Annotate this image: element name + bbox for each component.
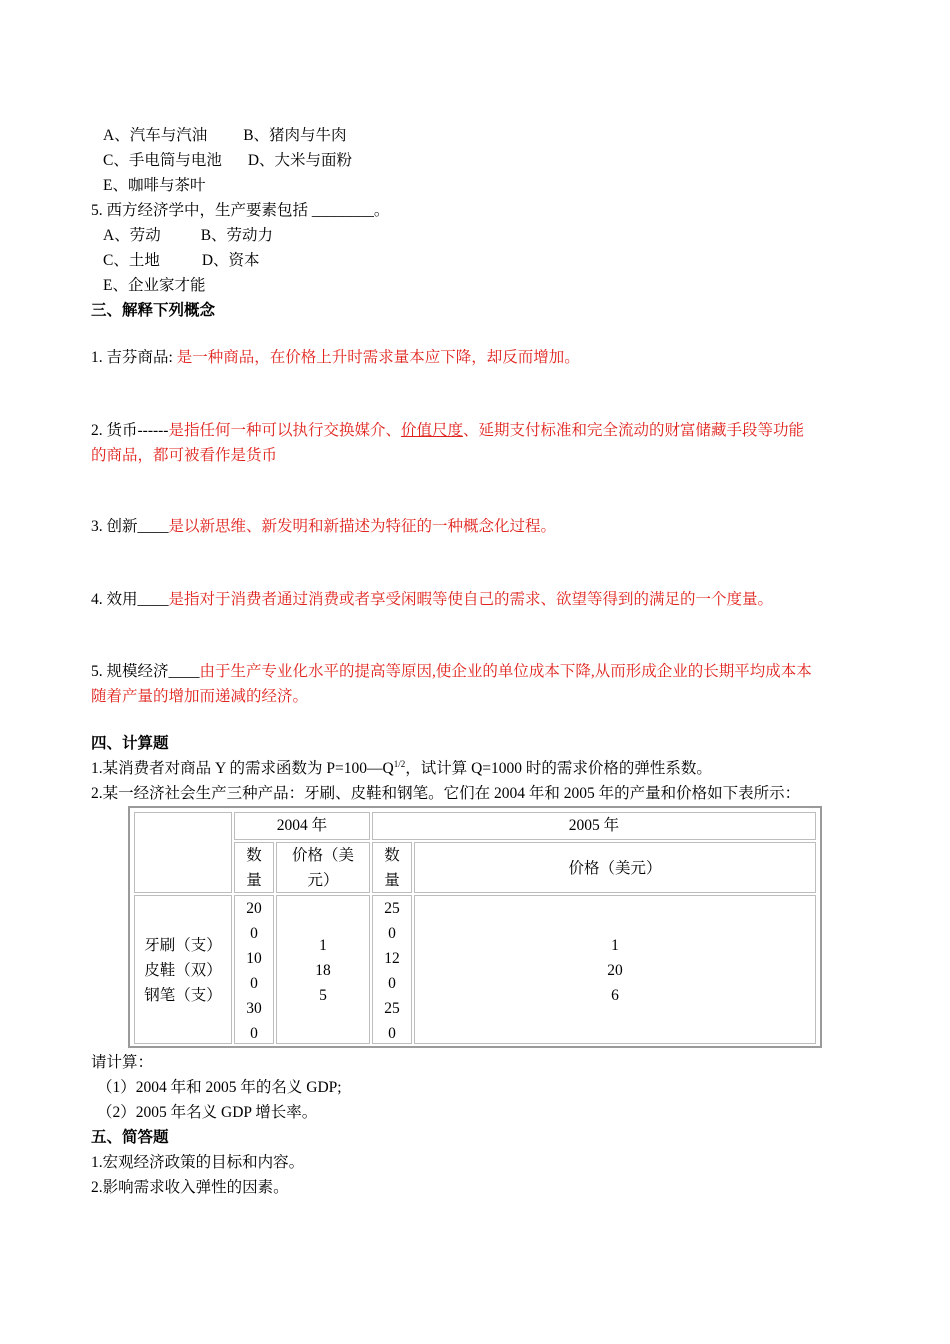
section3-heading: 三、解释下列概念 <box>91 302 216 319</box>
qty-2004-cell <box>234 895 274 1044</box>
exponent: 1/2 <box>393 759 406 769</box>
header-price-2004 <box>276 842 370 893</box>
header-text: 量 <box>384 872 400 889</box>
cell-value: 18 <box>315 962 331 979</box>
header-text: 价格（美 <box>291 847 354 864</box>
option-b: B、劳动力 <box>200 227 274 244</box>
option-e: E、咖啡与茶叶 <box>103 177 206 194</box>
q4-options-row1 <box>103 126 347 146</box>
cell-value: 20 <box>607 962 623 979</box>
cell-value: 20 <box>246 900 262 917</box>
header-text: 元） <box>307 872 339 889</box>
calc-q1-text-end: ，试计算 Q=1000 时的需求价格的弹性系数。 <box>405 760 712 777</box>
header-text: 价格（美元） <box>568 860 662 877</box>
concept-answer-part2: 、延期支付标准和完全流动的财富储藏手段等功能 <box>463 422 805 439</box>
cell-value: 0 <box>388 925 396 942</box>
header-2005 <box>372 812 816 840</box>
concept-label: 2. 货币------ <box>91 422 169 439</box>
header-2005-text: 2005 年 <box>568 817 620 834</box>
product-name: 钢笔（支） <box>144 987 222 1004</box>
cell-value: 6 <box>611 987 619 1004</box>
concept-giffen <box>91 348 580 368</box>
concept-economies-of-scale-line2: 随着产量的增加而递减的经济。 <box>91 688 309 705</box>
cell-value: 25 <box>384 1000 400 1017</box>
cell-value: 0 <box>388 1025 396 1042</box>
option-a: A、汽车与汽油 <box>103 127 208 144</box>
cell-value: 10 <box>246 950 262 967</box>
concept-utility <box>91 590 773 610</box>
q5-options-row1 <box>103 226 273 246</box>
header-2004 <box>234 812 370 840</box>
calc-q1-text: 1.某消费者对商品 Y 的需求函数为 P=100—Q <box>91 760 394 777</box>
header-text: 量 <box>246 872 262 889</box>
calc-sub2: （2）2005 年名义 GDP 增长率。 <box>97 1104 318 1121</box>
header-text: 数 <box>246 847 262 864</box>
concept-label: 4. 效用____ <box>91 591 169 608</box>
calc-sub1: （1）2004 年和 2005 年的名义 GDP; <box>97 1079 342 1096</box>
header-price-2005 <box>414 842 816 893</box>
concept-money-line2: 的商品，都可被看作是货币 <box>91 447 278 464</box>
option-b: B、猪肉与牛肉 <box>243 127 347 144</box>
option-c: C、手电筒与电池 <box>103 152 222 169</box>
product-name: 皮鞋（双） <box>144 962 222 979</box>
header-qty-2005 <box>372 842 412 893</box>
cell-value: 25 <box>384 900 400 917</box>
concept-answer-underlined: 价值尺度 <box>401 422 464 439</box>
cell-value: 30 <box>246 1000 262 1017</box>
price-2005-cell <box>414 895 816 1044</box>
products-cell <box>134 895 232 1044</box>
short-q2: 2.影响需求收入弹性的因素。 <box>91 1179 289 1196</box>
cell-value: 1 <box>611 937 619 954</box>
concept-label: 5. 规模经济____ <box>91 663 200 680</box>
concept-money <box>91 421 804 441</box>
option-e: E、企业家才能 <box>103 277 206 294</box>
cell-value: 0 <box>250 1025 258 1042</box>
calc-q2: 2.某一经济社会生产三种产品：牙刷、皮鞋和钢笔。它们在 2004 年和 2005 年的产量和价格如下表所示： <box>91 785 801 802</box>
concept-innovation <box>91 517 556 537</box>
short-q1: 1.宏观经济政策的目标和内容。 <box>91 1154 305 1171</box>
section5-heading: 五、简答题 <box>91 1129 169 1146</box>
q5-options-row2 <box>103 251 260 271</box>
q4-options-row2 <box>103 151 352 171</box>
calc-q1 <box>91 759 712 779</box>
qty-2005-cell <box>372 895 412 1044</box>
concept-answer: 是指对于消费者通过消费或者享受闲暇等使自己的需求、欲望等得到的满足的一个度量。 <box>168 591 774 608</box>
option-c: C、土地 <box>103 252 160 269</box>
price-2004-cell <box>276 895 370 1044</box>
calc-ask: 请计算： <box>91 1054 154 1071</box>
concept-answer: 是一种商品，在价格上升时需求量本应下降，却反而增加。 <box>176 349 580 366</box>
cell-value: 5 <box>319 987 327 1004</box>
concept-economies-of-scale <box>91 662 812 682</box>
cell-value: 0 <box>250 925 258 942</box>
cell-value: 0 <box>388 975 396 992</box>
cell-value: 1 <box>319 937 327 954</box>
option-a: A、劳动 <box>103 227 161 244</box>
concept-answer: 由于生产专业化水平的提高等原因,使企业的单位成本下降,从而形成企业的长期平均成本本 <box>199 663 812 680</box>
option-d: D、大米与面粉 <box>247 152 353 169</box>
concept-answer-part1: 是指任何一种可以执行交换媒介、 <box>168 422 401 439</box>
header-2004-text: 2004 年 <box>276 817 328 834</box>
concept-answer: 是以新思维、新发明和新描述为特征的一种概念化过程。 <box>168 518 557 535</box>
header-qty-2004 <box>234 842 274 893</box>
product-name: 牙刷（支） <box>144 937 222 954</box>
option-d: D、资本 <box>201 252 260 269</box>
concept-label: 3. 创新____ <box>91 518 169 535</box>
cell-value: 0 <box>250 975 258 992</box>
table-corner-cell <box>134 812 232 893</box>
concept-label: 1. 吉芬商品: <box>91 349 177 366</box>
section4-heading: 四、计算题 <box>91 735 169 752</box>
header-text: 数 <box>384 847 400 864</box>
production-table <box>128 806 822 1048</box>
q5-question: 5. 西方经济学中，生产要素包括 ________。 <box>91 202 390 219</box>
cell-value: 12 <box>384 950 400 967</box>
